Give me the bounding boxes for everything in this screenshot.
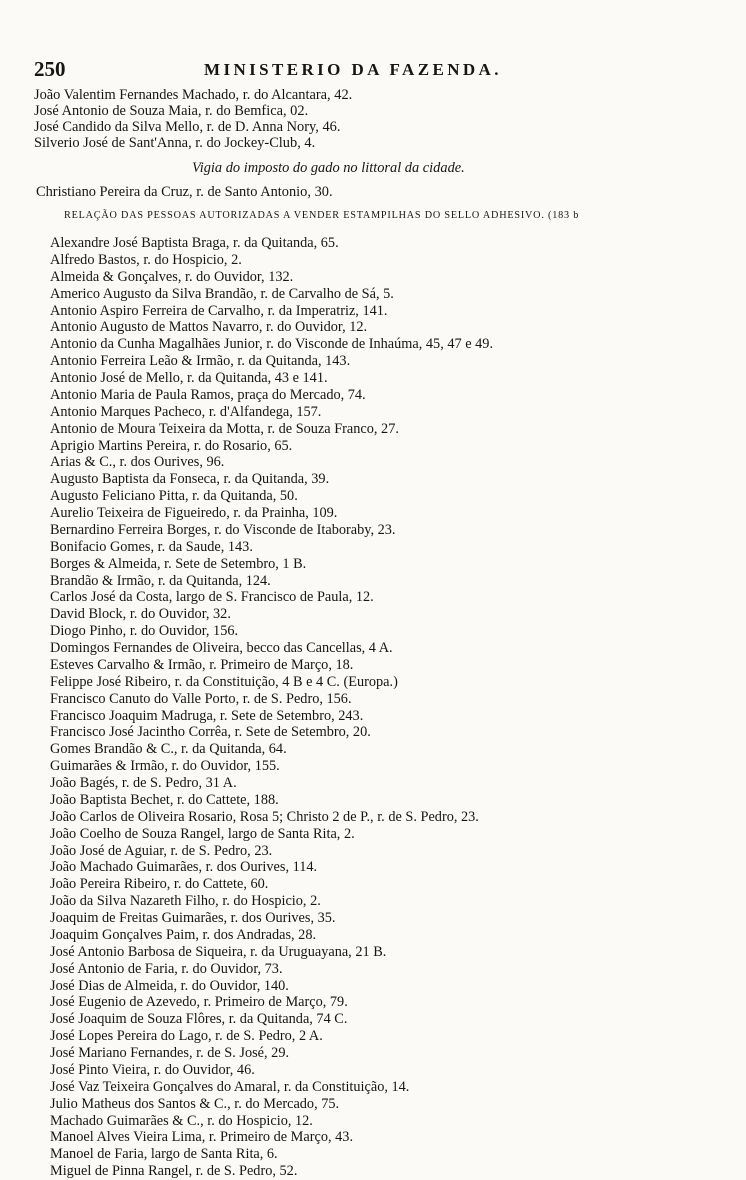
top-entry: José Candido da Silva Mello, r. de D. Anna Nory, 46. [34, 119, 341, 135]
seller-entry: José Vaz Teixeira Gonçalves do Amaral, r. da Constituição, 14. [50, 1078, 410, 1095]
seller-entry: João José de Aguiar, r. de S. Pedro, 23. [50, 842, 273, 859]
seller-entry: Arias & C., r. dos Ourives, 96. [50, 454, 225, 471]
seller-entry: José Joaquim de Souza Flôres, r. da Quitanda, 74 C. [50, 1011, 348, 1028]
seller-entry: Antonio Ferreira Leão & Irmão, r. da Quitanda, 143. [50, 353, 351, 370]
seller-entry: João Baptista Bechet, r. do Cattete, 188. [50, 791, 279, 808]
seller-entry: David Block, r. do Ouvidor, 32. [50, 606, 231, 623]
seller-entry: Antonio da Cunha Magalhães Junior, r. do Visconde de Inhaúma, 45, 47 e 49. [50, 336, 494, 353]
seller-entry: Manoel Alves Vieira Lima, r. Primeiro de Março, 43. [50, 1129, 354, 1146]
section-heading-relacao: RELAÇÃO DAS PESSOAS AUTORIZADAS A VENDER ESTAMPILHAS DO SELLO ADHESIVO. (183 b [64, 210, 580, 221]
seller-entry: Antonio de Moura Teixeira da Motta, r. de Souza Franco, 27. [50, 420, 399, 437]
seller-entry: Francisco José Jacintho Corrêa, r. Sete de Setembro, 20. [50, 724, 371, 741]
seller-entry: João Carlos de Oliveira Rosario, Rosa 5; Christo 2 de P., r. de S. Pedro, 23. [50, 808, 479, 825]
seller-entry: João Machado Guimarães, r. dos Ourives, 114. [50, 859, 318, 876]
seller-entry: Diogo Pinho, r. do Ouvidor, 156. [50, 623, 239, 640]
seller-entry: Domingos Fernandes de Oliveira, becco das Cancellas, 4 A. [50, 640, 393, 656]
top-entry: Silverio José de Sant'Anna, r. do Jockey-Club, 4. [34, 135, 316, 151]
seller-entry: Alfredo Bastos, r. do Hospicio, 2. [50, 251, 242, 268]
seller-entry: Carlos José da Costa, largo de S. Francisco de Paula, 12. [50, 589, 374, 606]
seller-entry: Esteves Carvalho & Irmão, r. Primeiro de Março, 18. [50, 656, 354, 673]
seller-entry: João Pereira Ribeiro, r. do Cattete, 60. [50, 876, 269, 893]
seller-entry: Antonio Maria de Paula Ramos, praça do Mercado, 74. [50, 386, 366, 403]
seller-entry: José Lopes Pereira do Lago, r. de S. Pedro, 2 A. [50, 1028, 323, 1045]
seller-entry: Miguel de Pinna Rangel, r. de S. Pedro, 52. [50, 1163, 298, 1180]
seller-entry: Antonio Marques Pacheco, r. d'Alfandega, 157. [50, 403, 322, 420]
seller-entry: Guimarães & Irmão, r. do Ouvidor, 155. [50, 758, 280, 775]
seller-entry: Felippe José Ribeiro, r. da Constituição, 4 B e 4 C. (Europa.) [50, 673, 398, 690]
seller-entry: Francisco Joaquim Madruga, r. Sete de Setembro, 243. [50, 707, 364, 724]
running-title: MINISTERIO DA FAZENDA. [204, 60, 502, 79]
seller-entry: José Eugenio de Azevedo, r. Primeiro de Março, 79. [50, 994, 348, 1011]
seller-entry: Brandão & Irmão, r. da Quitanda, 124. [50, 572, 271, 589]
page-header [34, 57, 714, 81]
seller-entry: Bonifacio Gomes, r. da Saude, 143. [50, 538, 253, 555]
seller-entry: Antonio Augusto de Mattos Navarro, r. do Ouvidor, 12. [50, 319, 368, 336]
seller-entry: Manoel de Faria, largo de Santa Rita, 6. [50, 1146, 278, 1163]
vigia-entry: Christiano Pereira da Cruz, r. de Santo Antonio, 30. [36, 184, 333, 200]
seller-entry: Alexandre José Baptista Braga, r. da Quitanda, 65. [50, 235, 339, 251]
seller-entry: João da Silva Nazareth Filho, r. do Hospicio, 2. [50, 893, 321, 910]
seller-entry: José Mariano Fernandes, r. de S. José, 29. [50, 1045, 290, 1061]
seller-entry: João Bagés, r. de S. Pedro, 31 A. [50, 775, 237, 791]
seller-entry: Joaquim Gonçalves Paim, r. dos Andradas, 28. [50, 926, 317, 943]
seller-entry: Borges & Almeida, r. Sete de Setembro, 1 B. [50, 555, 307, 572]
seller-entry: Machado Guimarães & C., r. do Hospicio, 12. [50, 1112, 313, 1129]
seller-entry: Antonio Aspiro Ferreira de Carvalho, r. da Imperatriz, 141. [50, 302, 388, 319]
seller-entry: José Pinto Vieira, r. do Ouvidor, 46. [50, 1061, 255, 1078]
seller-entry: Augusto Baptista da Fonseca, r. da Quitanda, 39. [50, 471, 330, 488]
section-heading-vigia: Vigia do imposto do gado no littoral da cidade. [192, 160, 465, 176]
page-number: 250 [34, 57, 66, 81]
seller-entry: Bernardino Ferreira Borges, r. do Visconde de Itaboraby, 23. [50, 521, 396, 538]
top-entry: José Antonio de Souza Maia, r. do Bemfica, 02. [34, 103, 309, 119]
seller-entry: Aurelio Teixeira de Figueiredo, r. da Prainha, 109. [50, 505, 338, 521]
top-entry: João Valentim Fernandes Machado, r. do Alcantara, 42. [34, 87, 353, 103]
seller-list [50, 235, 730, 1180]
seller-entry: Aprigio Martins Pereira, r. do Rosario, 65. [50, 437, 293, 454]
seller-entry: João Coelho de Souza Rangel, largo de Santa Rita, 2. [50, 825, 355, 842]
seller-entry: Antonio José de Mello, r. da Quitanda, 43 e 141. [50, 370, 328, 386]
seller-entry: Gomes Brandão & C., r. da Quitanda, 64. [50, 741, 287, 758]
seller-entry: Americo Augusto da Silva Brandão, r. de Carvalho de Sá, 5. [50, 285, 394, 302]
seller-entry: José Antonio de Faria, r. do Ouvidor, 73. [50, 960, 283, 977]
seller-entry: José Dias de Almeida, r. do Ouvidor, 140. [50, 977, 289, 994]
seller-entry: Almeida & Gonçalves, r. do Ouvidor, 132. [50, 268, 294, 285]
seller-entry: Francisco Canuto do Valle Porto, r. de S. Pedro, 156. [50, 690, 352, 707]
seller-entry: Julio Matheus dos Santos & C., r. do Mercado, 75. [50, 1095, 340, 1112]
seller-entry: Joaquim de Freitas Guimarães, r. dos Ourives, 35. [50, 910, 336, 926]
seller-entry: Augusto Feliciano Pitta, r. da Quitanda, 50. [50, 488, 298, 505]
seller-entry: José Antonio Barbosa de Siqueira, r. da Uruguayana, 21 B. [50, 943, 387, 960]
